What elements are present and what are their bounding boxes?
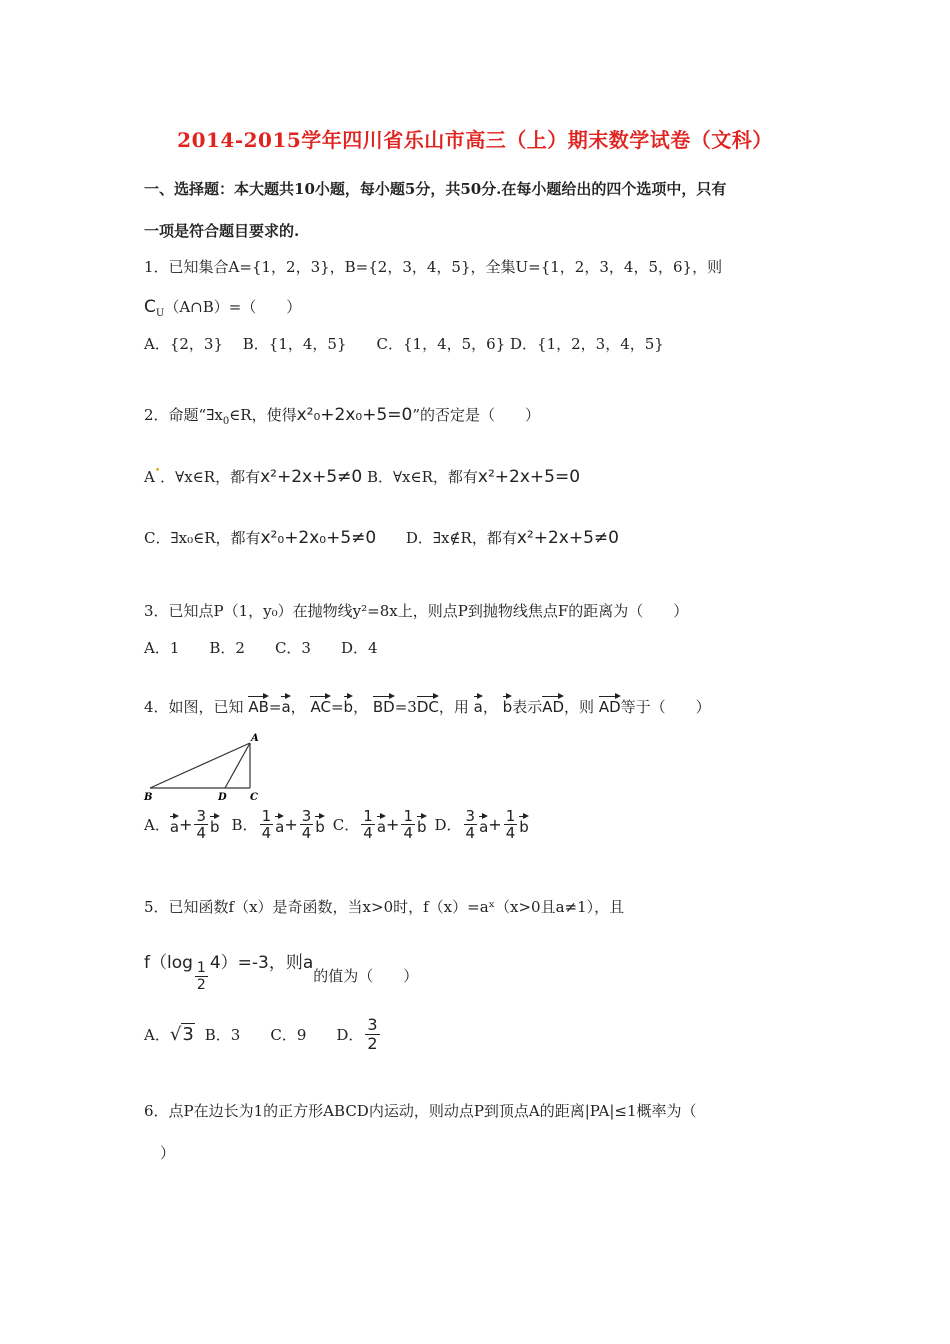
frac-den: 4: [403, 824, 413, 842]
fraction: [194, 808, 208, 841]
sqrt-value: 3: [182, 1024, 194, 1045]
frac-num: 3: [196, 807, 206, 825]
frac-num: 1: [261, 807, 272, 825]
vector-a: a: [275, 814, 284, 836]
vector-a: a: [474, 694, 483, 716]
q2-stem-b: ∈R，使得: [229, 406, 297, 424]
q2-options-cd: [144, 527, 619, 548]
q4-option-d-label: D．: [434, 816, 462, 834]
log-base-fraction: [195, 960, 208, 993]
frac-den: 2: [367, 1034, 378, 1053]
q5-options-bcd: B．3 C．9 D．: [204, 1026, 364, 1044]
q4-option-a-label: A．: [144, 816, 170, 834]
fraction: [260, 808, 274, 841]
q2-stem-sub: 0: [222, 416, 230, 427]
q2-option-c-math: x²₀+2x₀+5≠0: [260, 528, 377, 548]
frac-den: 4: [505, 824, 516, 842]
vector-a: a: [281, 694, 290, 716]
frac-num: 1: [505, 807, 516, 825]
q2-option-a-math: x²+2x+5≠0: [260, 467, 363, 487]
plus: +: [488, 815, 502, 834]
q4-stem-a: 4．如图，已知: [144, 698, 244, 716]
q5-condition: [144, 948, 418, 993]
eq-sign: =: [394, 698, 408, 716]
q1-stem-line2: [144, 296, 301, 319]
plus: +: [179, 815, 193, 834]
frac-num: 3: [465, 807, 476, 825]
q2-stem-a: 2．命题“∃x: [144, 406, 223, 424]
q5-options: [144, 1016, 382, 1053]
sqrt-icon: √3: [169, 1024, 194, 1045]
q4-stem: [144, 694, 711, 717]
coef-3: 3: [407, 698, 417, 716]
frac-den: 2: [196, 977, 206, 993]
eq-sign: =: [268, 698, 282, 716]
q2-option-d-text: D．∃x∉R，都有: [405, 529, 517, 547]
vertex-label-b: B: [144, 792, 153, 803]
vector-ac: AC: [310, 694, 330, 716]
frac-den: 4: [465, 824, 476, 842]
q2-stem-c: ”的否定是（ ）: [412, 406, 541, 424]
frac-num: 3: [301, 807, 312, 825]
vector-b: b: [503, 694, 513, 716]
q5-stem: 5．已知函数f（x）是奇函数，当x>0时，f（x）=aˣ（x>0且a≠1），且: [144, 898, 625, 916]
q2-options-ab: [144, 466, 580, 487]
q1-complement-sub: U: [155, 308, 165, 319]
eq-sign: =: [330, 698, 344, 716]
vector-ad: AD: [599, 694, 621, 716]
frac-num: 3: [367, 1015, 378, 1034]
q5-tail: 的值为（ ）: [313, 967, 419, 985]
fraction: [464, 808, 478, 841]
mark-dot-icon: •: [154, 466, 161, 476]
equals-text: 等于（ ）: [620, 698, 711, 716]
q4-option-b-label: B．: [231, 816, 258, 834]
sep: ，: [353, 698, 369, 716]
q6-stem: 6．点P在边长为1的正方形ABCD内运动，则动点P到顶点A的距离|PA|≤1概率为（: [144, 1102, 697, 1120]
frac-num: 1: [363, 807, 373, 825]
fraction: [365, 1016, 379, 1053]
vertex-label-c: C: [250, 792, 258, 803]
fraction: [300, 808, 314, 841]
q1-stem: 1．已知集合A={1，2，3}，B={2，3，4，5}，全集U={1，2，3，4，5，6}，则: [144, 258, 723, 276]
q2-option-c-text: C．∃x₀∈R，都有: [144, 529, 261, 547]
vector-b: b: [344, 694, 354, 716]
q2-option-b-text: B．∀x∈R，都有: [366, 468, 478, 486]
q2-option-a-text: ．∀x∈R，都有: [160, 468, 261, 486]
show-text: 表示: [512, 698, 543, 716]
section-header-line1: 一、选择题：本大题共10小题，每小题5分，共50分.在每小题给出的四个选项中，只有: [144, 180, 727, 198]
vector-b: b: [417, 814, 427, 836]
vector-a: a: [377, 814, 386, 836]
section-header-line2: 一项是符合题目要求的.: [144, 222, 300, 240]
triangle-figure: [140, 730, 270, 805]
page-title: 2014-2015学年四川省乐山市高三（上）期末数学试卷（文科）: [177, 128, 773, 152]
frac-den: 4: [363, 824, 373, 842]
vector-b: b: [519, 814, 529, 836]
frac-den: 4: [261, 824, 272, 842]
q5-math-b: 4）=-3，则a: [209, 953, 314, 973]
q4-options: [144, 808, 529, 841]
fraction: [361, 808, 375, 841]
use-text: ，用: [438, 698, 469, 716]
q5-math-a: f（log: [144, 953, 193, 973]
sep: ，: [290, 698, 306, 716]
sep: ，: [482, 698, 498, 716]
fraction: [504, 808, 518, 841]
q4-option-c-label: C．: [332, 816, 360, 834]
q1-complement-symbol: C: [144, 297, 156, 317]
frac-num: 1: [196, 960, 206, 976]
frac-num: 1: [403, 807, 413, 825]
frac-den: 4: [196, 824, 206, 842]
vector-b: b: [315, 814, 325, 836]
vertex-label-a: A: [251, 733, 259, 744]
q2-option-b-math: x²+2x+5=0: [477, 467, 581, 487]
vector-dc: DC: [417, 694, 439, 716]
vector-a: a: [170, 814, 179, 836]
q2-option-a-label: A: [144, 468, 155, 486]
q1-stem-rest: （A∩B）=（ ）: [164, 298, 302, 316]
q2-option-d-math: x²+2x+5≠0: [516, 528, 619, 548]
vector-bd: BD: [373, 694, 395, 716]
q2-stem: [144, 404, 540, 427]
frac-den: 4: [301, 824, 312, 842]
q2-stem-math: x²₀+2x₀+5=0: [296, 405, 413, 425]
q1-options: A．{2，3} B．{1，4，5} C．{1，4，5，6} D．{1，2，3，4，5}: [144, 335, 664, 353]
q3-options: A．1 B．2 C．3 D．4: [144, 639, 378, 657]
plus: +: [386, 815, 400, 834]
vector-ad: AD: [542, 694, 564, 716]
fraction: [401, 808, 415, 841]
vector-b: b: [210, 814, 220, 836]
vector-ab: AB: [248, 694, 269, 716]
q6-stem-line2: ）: [160, 1144, 176, 1162]
then-text: ，则: [564, 698, 595, 716]
vector-a: a: [479, 814, 488, 836]
vertex-label-d: D: [218, 792, 227, 803]
plus: +: [284, 815, 298, 834]
q3-stem: 3．已知点P（1，y₀）在抛物线y²=8x上，则点P到抛物线焦点F的距离为（ ）: [144, 602, 689, 620]
q5-option-a-label: A．: [144, 1026, 170, 1044]
